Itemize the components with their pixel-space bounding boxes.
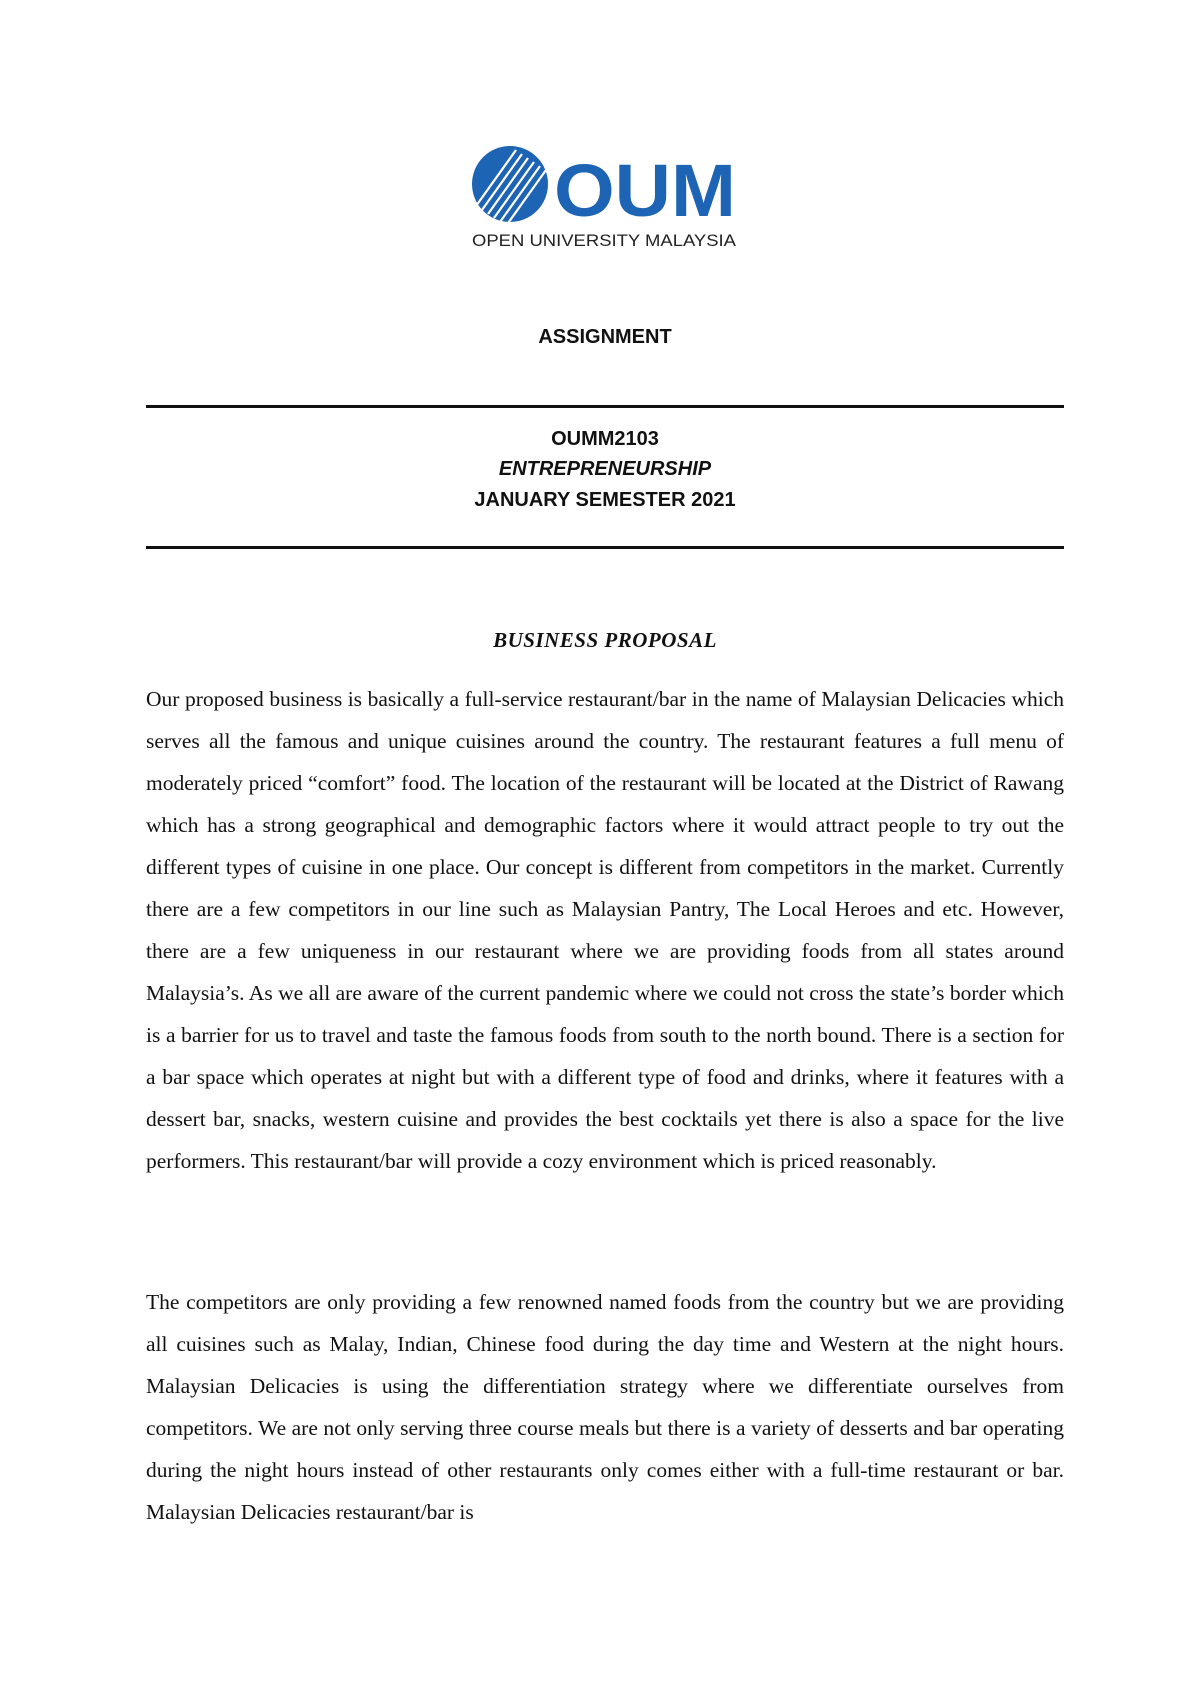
section-title: BUSINESS PROPOSAL	[493, 628, 717, 652]
assignment-label: ASSIGNMENT	[538, 326, 672, 348]
globe-icon	[472, 146, 548, 226]
course-code: OUMM2103	[551, 428, 659, 450]
oum-logo	[470, 146, 740, 256]
body-paragraph: The competitors are only providing a few renowned named foods from the country but we are providing all cuisines such as Malay, Indian, Chinese food during the day time and Western at the night hours. Malaysian Delicacies is using the differentiation strategy where we differentiate ourselves from competitors. We are not only serving three course meals but there is a variety of desserts and bar operating during the night hours instead of other restaurants only comes either with a full-time restaurant or bar. Malaysian Delicacies restaurant/bar is	[146, 1290, 1064, 1524]
body-paragraph: Our proposed business is basically a full-service restaurant/bar in the name of Malaysian Delicacies which serves all the famous and unique cuisines around the country. The restaurant features a full menu of moderately priced “comfort” food. The location of the restaurant will be located at the District of Rawang which has a strong geographical and demographic factors where it would attract people to try out the different types of cuisine in one place. Our concept is different from competitors in the market. Currently there are a few competitors in our line such as Malaysian Pantry, The Local Heroes and etc. However, there are a few uniqueness in our restaurant where we are providing foods from all states around Malaysia’s. As we all are aware of the current pandemic where we could not cross the state’s border which is a barrier for us to travel and taste the famous foods from south to the north bound. There is a section for a bar space which operates at night but with a different type of food and drinks, where it features with a dessert bar, snacks, western cuisine and provides the best cocktails yet there is also a space for the live performers. This restaurant/bar will provide a cozy environment which is priced reasonably.	[146, 687, 1064, 1173]
bottom-divider	[146, 546, 1064, 549]
logo-subtitle: OPEN UNIVERSITY MALAYSIA	[472, 231, 737, 250]
semester: JANUARY SEMESTER 2021	[474, 489, 736, 511]
oum-logo-graphic	[470, 146, 740, 256]
course-name: ENTREPRENEURSHIP	[498, 458, 712, 480]
top-divider	[146, 405, 1064, 408]
logo-wordmark: OUM	[554, 149, 736, 232]
